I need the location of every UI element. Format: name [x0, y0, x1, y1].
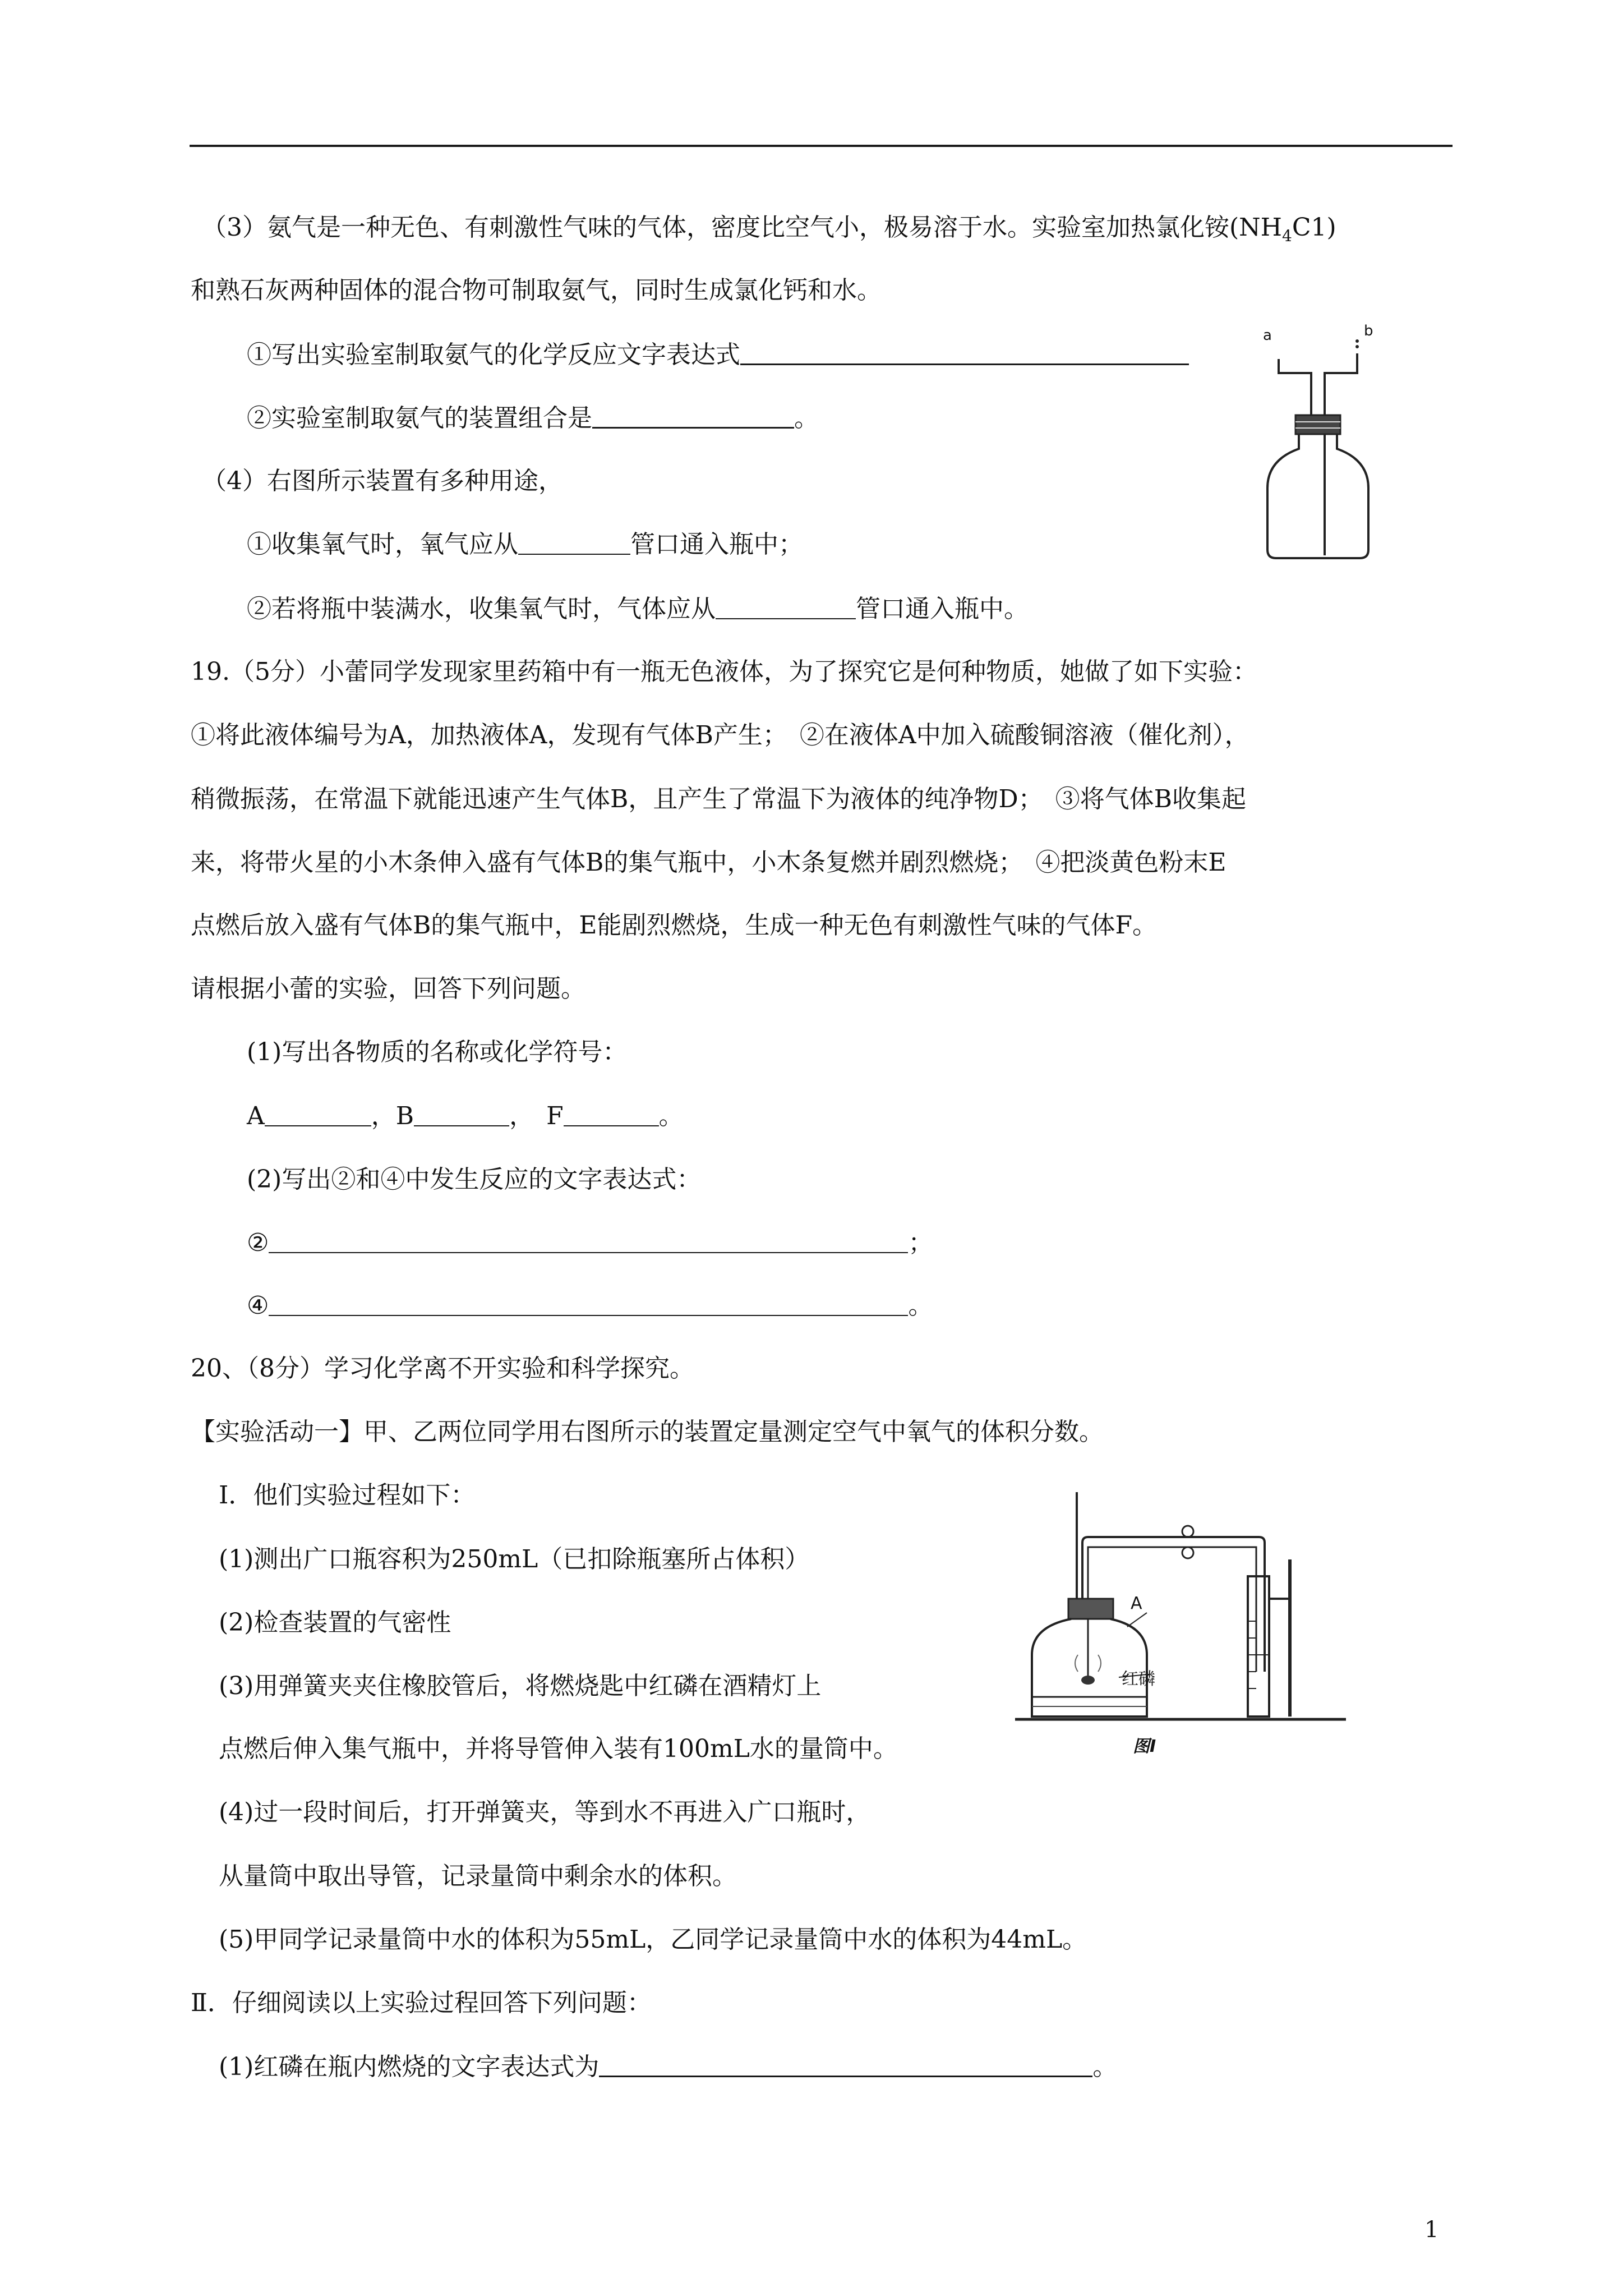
answer-blank[interactable] — [518, 532, 630, 555]
q19-line2: ①将此液体编号为A，加热液体A，发现有气体B产生； ②在液体A中加入硫酸铜溶液（催化剂）， — [191, 721, 1249, 749]
q19-line3: 稍微振荡，在常温下就能迅速产生气体B，且产生了常温下为液体的纯净物D； ③将气体B收集起 — [191, 785, 1246, 813]
apparatus-figure — [1009, 1487, 1368, 1728]
q20-step5: (5)甲同学记录量筒中水的体积为55mL，乙同学记录量筒中水的体积为44mL。 — [219, 1925, 1087, 1954]
q19-answer-4: ④ 。 — [247, 1291, 933, 1320]
q18-part4-intro: （4）右图所示装置有多种用途， — [202, 467, 563, 495]
figure-label-a: a — [1263, 327, 1272, 344]
figure-label-red-phosphorus: 红磷 — [1122, 1669, 1155, 1689]
q20-activity1: 【实验活动一】甲、乙两位同学用右图所示的装置定量测定空气中氧气的体积分数。 — [191, 1418, 1104, 1446]
answer-blank[interactable] — [592, 406, 794, 429]
q20-step1: (1)测出广口瓶容积为250mL（已扣除瓶塞所占体积） — [219, 1545, 810, 1573]
answer-blank[interactable] — [599, 2054, 1092, 2077]
q18-part3-line2: 和熟石灰两种固体的混合物可制取氨气，同时生成氯化钙和水。 — [191, 276, 882, 305]
q19-line1: 19.（5分）小蕾同学发现家里药箱中有一瓶无色液体，为了探究它是何种物质，她做了如下实验： — [191, 657, 1257, 686]
q19-line5: 点燃后放入盛有气体B的集气瓶中，E能剧烈燃烧，生成一种无色有刺激性气味的气体F。 — [191, 911, 1157, 940]
figure-label-b: b — [1364, 323, 1373, 339]
q20-step4-a: (4)过一段时间后，打开弹簧夹，等到水不再进入广口瓶时， — [219, 1798, 871, 1826]
q19-blanks-row: A ，B ， F 。 — [247, 1102, 684, 1130]
answer-blank[interactable] — [740, 342, 1189, 365]
q19-line4: 来，将带火星的小木条伸入盛有气体B的集气瓶中，小木条复燃并剧烈燃烧； ④把淡黄色粉末E — [191, 848, 1227, 877]
q19-answer-2: ② ； — [247, 1228, 933, 1257]
answer-blank[interactable] — [716, 597, 856, 619]
q20-step3-b: 点燃后伸入集气瓶中，并将导管伸入装有100mL水的量筒中。 — [219, 1734, 898, 1763]
figure-caption: 图Ⅰ — [1133, 1737, 1156, 1756]
answer-blank-a[interactable] — [265, 1104, 371, 1126]
gas-bottle-figure — [1256, 320, 1380, 567]
answer-blank-b[interactable] — [414, 1104, 509, 1126]
q20-part2-question1: (1)红磷在瓶内燃烧的文字表达式为 。 — [219, 2053, 1118, 2081]
q18-part3-question2: ②实验室制取氨气的装置组合是 。 — [247, 404, 819, 432]
q20-step3-a: (3)用弹簧夹夹住橡胶管后，将燃烧匙中红磷在酒精灯上 — [219, 1672, 822, 1700]
q18-part3-line1: （3）氨气是一种无色、有刺激性气味的气体，密度比空气小，极易溶于水。实验室加热氯化铵$(NH_4C1)$ — [202, 213, 1336, 245]
q19-sub1: (1)写出各物质的名称或化学符号： — [247, 1038, 628, 1066]
q18-part4-question2: ②若将瓶中装满水，收集氧气时，气体应从 管口通入瓶中。 — [247, 595, 1029, 623]
q19-sub2: (2)写出②和④中发生反应的文字表达式： — [247, 1165, 702, 1194]
q20-part2-title: Ⅱ．仔细阅读以上实验过程回答下列问题： — [191, 1989, 652, 2017]
q20-title: 20、（8分）学习化学离不开实验和科学探究。 — [191, 1354, 694, 1383]
page-number: 1 — [1424, 2217, 1439, 2243]
q18-part4-question1: ①收集氧气时，氧气应从 管口通入瓶中； — [247, 530, 803, 559]
header-rule — [190, 145, 1453, 147]
q20-step4-b: 从量筒中取出导管，记录量筒中剩余水的体积。 — [219, 1862, 737, 1890]
figure-label-A: A — [1131, 1594, 1142, 1613]
q20-part1-title: Ⅰ．他们实验过程如下： — [219, 1481, 476, 1510]
q20-step2: (2)检查装置的气密性 — [219, 1608, 451, 1637]
answer-blank[interactable] — [269, 1231, 908, 1253]
answer-blank[interactable] — [269, 1294, 908, 1316]
q19-line6: 请根据小蕾的实验，回答下列问题。 — [191, 974, 585, 1003]
answer-blank-f[interactable] — [564, 1104, 659, 1126]
q18-part3-question1: ①写出实验室制取氨气的化学反应文字表达式 — [247, 339, 1189, 370]
